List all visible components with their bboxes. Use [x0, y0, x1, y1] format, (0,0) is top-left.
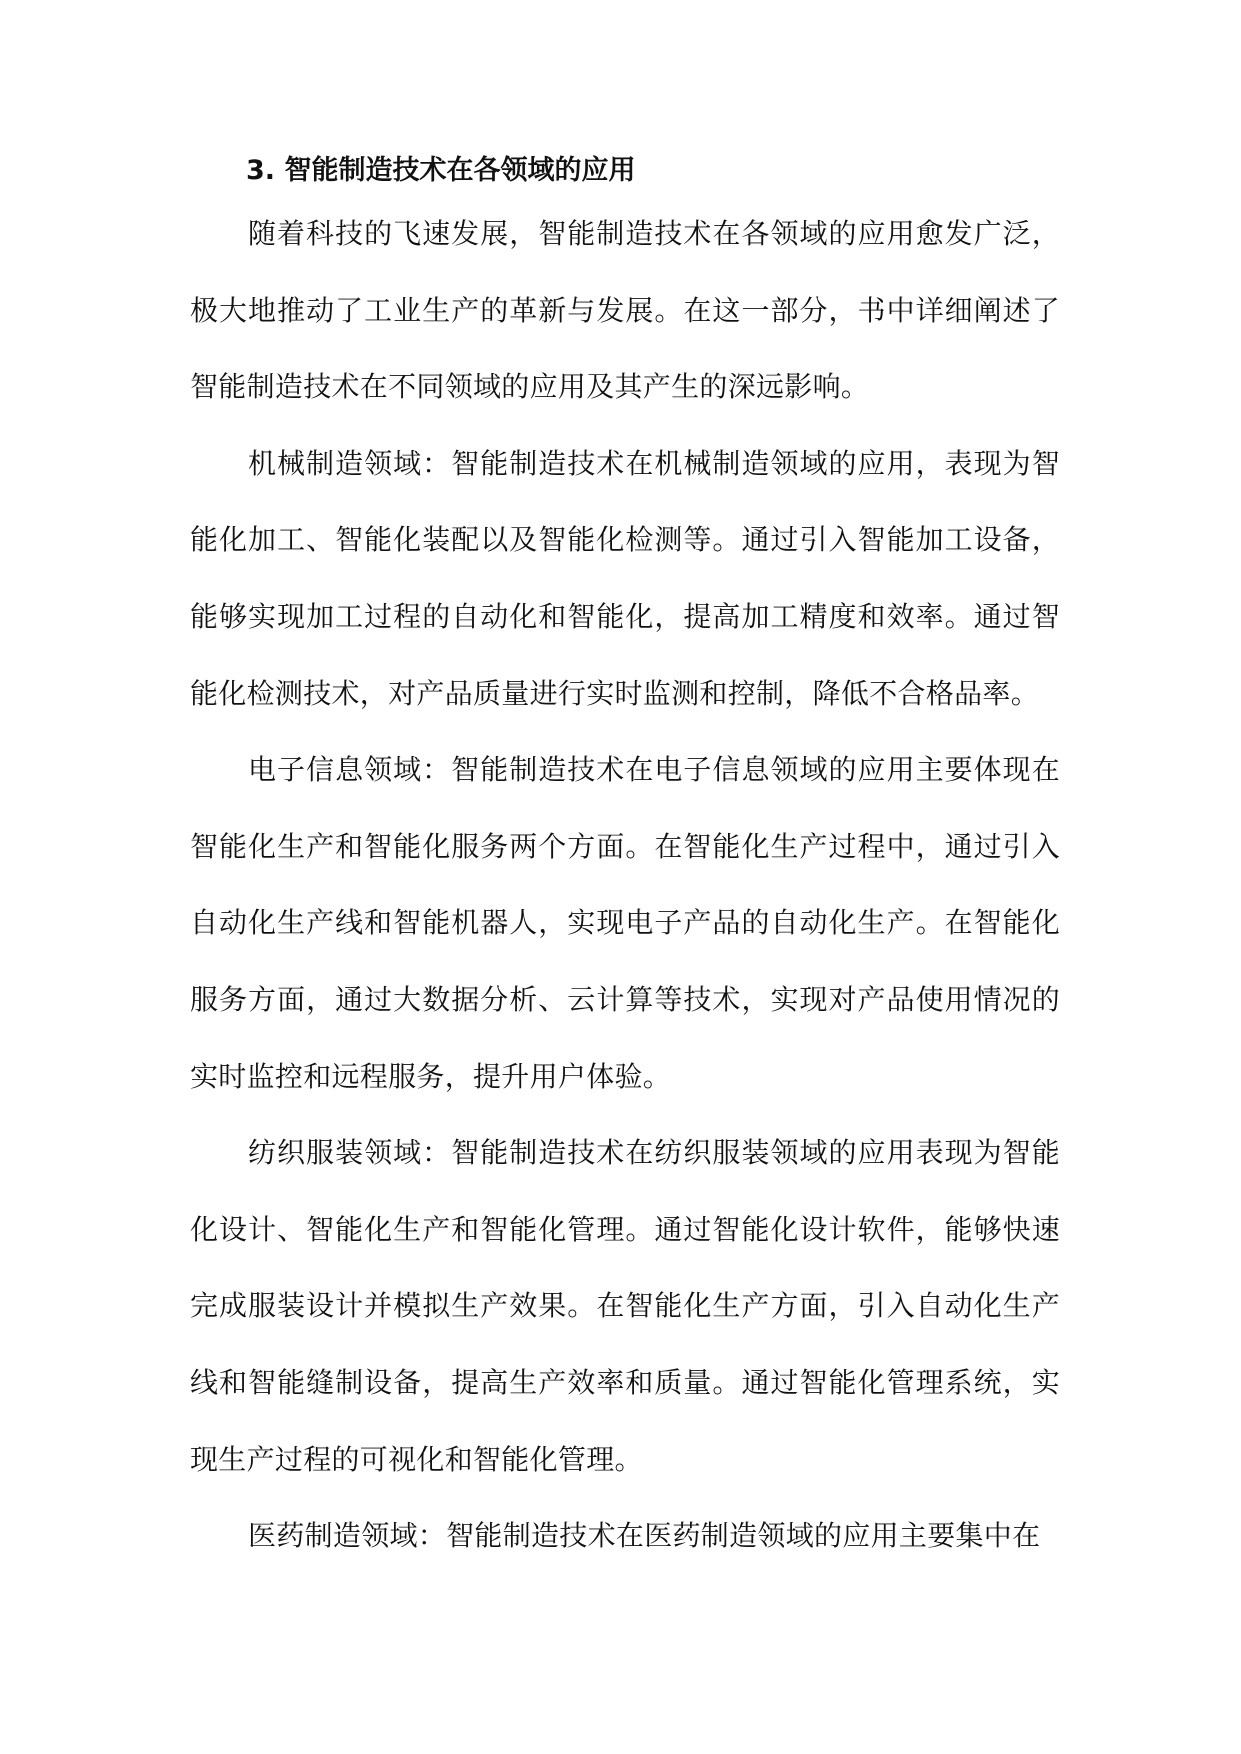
paragraph-intro: 随着科技的飞速发展，智能制造技术在各领域的应用愈发广泛，极大地推动了工业生产的革新与发展。在这一部分，书中详细阐述了智能制造技术在不同领域的应用及其产生的深远影响。 — [190, 217, 1060, 404]
section-heading: 3. 智能制造技术在各领域的应用 — [246, 155, 636, 186]
paragraph-pharma: 医药制造领域：智能制造技术在医药制造领域的应用主要集中在 — [248, 1519, 1041, 1553]
paragraph-machinery: 机械制造领域：智能制造技术在机械制造领域的应用，表现为智能化加工、智能化装配以及智能化检测等。通过引入智能加工设备，能够实现加工过程的自动化和智能化，提高加工精度和效率。通过智能化检测技术，对产品质量进行实时监测和控制，降低不合格品率。 — [190, 446, 1060, 710]
paragraph-electronics: 电子信息领域：智能制造技术在电子信息领域的应用主要体现在智能化生产和智能化服务两个方面。在智能化生产过程中，通过引入自动化生产线和智能机器人，实现电子产品的自动化生产。在智能化服务方面，通过大数据分析、云计算等技术，实现对产品使用情况的实时监控和远程服务，提升用户体验。 — [190, 753, 1060, 1093]
paragraph-textile: 纺织服装领域：智能制造技术在纺织服装领域的应用表现为智能化设计、智能化生产和智能化管理。通过智能化设计软件，能够快速完成服装设计并模拟生产效果。在智能化生产方面，引入自动化生产线和智能缝制设备，提高生产效率和质量。通过智能化管理系统，实现生产过程的可视化和智能化管理。 — [190, 1136, 1060, 1476]
document-body — [190, 148, 1060, 1575]
